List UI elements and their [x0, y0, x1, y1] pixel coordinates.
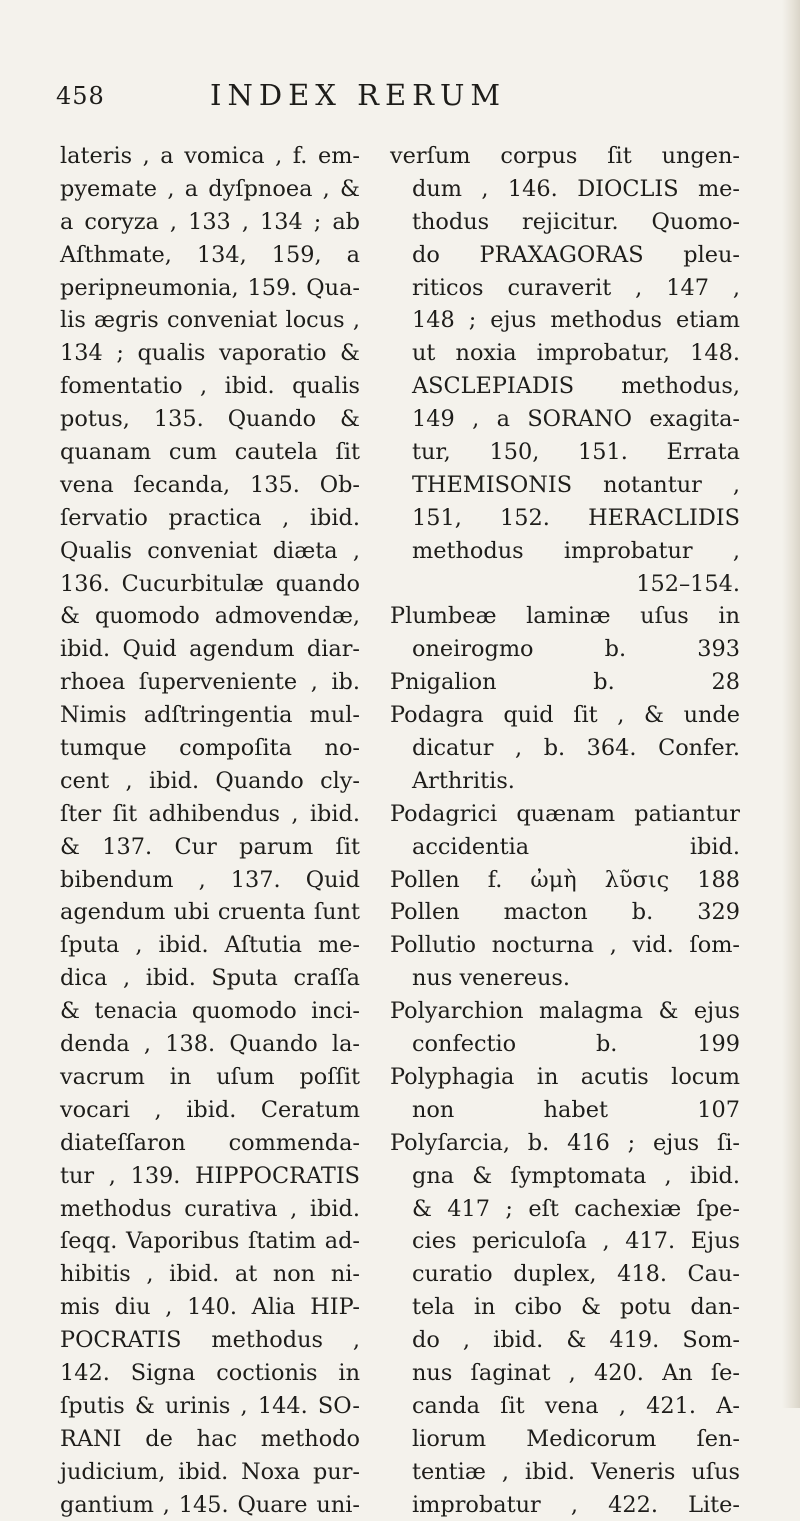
index-line: tentiæ , ibid. Veneris uſus — [412, 1458, 740, 1485]
index-line: tela in cibo & potu dan- — [412, 1294, 740, 1321]
index-line: lis ægris conveniat locus , — [60, 307, 360, 334]
index-line: 142. Signa coctionis in — [60, 1359, 360, 1386]
index-line: gna & ſymptomata , ibid. — [412, 1162, 740, 1189]
index-line: ASCLEPIADIS methodus, — [412, 373, 740, 400]
index-line: a coryza , 133 , 134 ; ab — [60, 208, 360, 235]
index-line: & 137. Cur parum ſit — [60, 833, 360, 860]
index-line: tumque compoſita no- — [60, 735, 360, 762]
index-line: riticos curaverit , 147 , — [412, 274, 740, 301]
running-header — [40, 80, 740, 120]
index-line: ſeqq. Vaporibus ſtatim ad- — [60, 1228, 360, 1255]
index-line: peripneumonia, 159. Qua- — [60, 274, 360, 301]
index-line: gantium , 145. Quare uni- — [60, 1491, 360, 1518]
index-line: THEMISONIS notantur , — [412, 471, 740, 498]
index-line: Nimis adſtringentia mul- — [60, 702, 360, 729]
index-line: 148 ; ejus methodus etiam — [412, 307, 740, 334]
index-line: Polyarchion malagma & ejus — [390, 998, 740, 1025]
index-line: vena ſecanda, 135. Ob- — [60, 471, 360, 498]
index-line: ſervatio practica , ibid. — [60, 504, 360, 531]
index-line: canda ſit vena , 421. A- — [412, 1392, 740, 1419]
index-line: Polyphagia in acutis locum — [390, 1063, 740, 1090]
index-line: & 417 ; eſt cachexiæ ſpe- — [412, 1195, 740, 1222]
left-column — [60, 140, 360, 1521]
index-line: ſter ſit adhibendus , ibid. — [60, 800, 360, 827]
index-line: Aſthmate, 134, 159, a — [60, 241, 360, 268]
index-line: & quomodo admovendæ, — [60, 603, 360, 630]
index-line: nus venereus. — [412, 965, 571, 992]
index-line: Pollutio nocturna , vid. ſom- — [390, 932, 740, 959]
index-line: RANI de hac methodo — [60, 1425, 360, 1452]
index-line: cies periculoſa , 417. Ejus — [412, 1228, 740, 1255]
index-line: ibid. Quid agendum diar- — [60, 636, 360, 663]
index-line: ut noxia improbatur, 148. — [412, 340, 740, 367]
page-edge — [782, 0, 800, 1408]
index-line: verſum corpus ſit ungen- — [390, 143, 740, 169]
index-line: confectio b. 199 — [412, 1031, 740, 1058]
index-line: vocari , ibid. Ceratum — [60, 1096, 360, 1123]
index-line: Pollen macton b. 329 — [390, 899, 740, 926]
index-line: tur, 150, 151. Errata — [412, 439, 740, 466]
index-line: vacrum in uſum poſſit — [60, 1063, 360, 1090]
index-line: Arthritis. — [412, 767, 515, 794]
index-line: dicatur , b. 364. Confer. — [412, 735, 740, 762]
index-line: 151, 152. HERACLIDIS — [412, 504, 740, 531]
index-line: Podagrici quænam patiantur — [390, 800, 740, 827]
index-line: curatio duplex, 418. Cau- — [412, 1261, 740, 1288]
index-line: oneirogmo b. 393 — [412, 636, 740, 663]
page-number: 458 — [56, 82, 105, 110]
index-line: fomentatio , ibid. qualis — [60, 373, 360, 400]
index-line: accidentia ibid. — [412, 833, 740, 860]
index-line: rhoea ſuperveniente , ib. — [60, 669, 360, 696]
index-line: methodus improbatur , — [412, 537, 740, 564]
running-title: INDEX RERUM — [210, 78, 507, 112]
index-line: denda , 138. Quando la- — [60, 1031, 360, 1058]
index-line: quanam cum cautela ſit — [60, 439, 360, 466]
index-line: 136. Cucurbitulæ quando — [60, 570, 360, 597]
index-line: do PRAXAGORAS pleu- — [412, 241, 740, 268]
index-line: improbatur , 422. Lite- — [412, 1491, 740, 1518]
right-column — [390, 140, 740, 1521]
index-line: nus ſaginat , 420. An ſe- — [412, 1359, 740, 1386]
index-line: 152–154. — [636, 570, 740, 597]
index-line: agendum ubi cruenta ſunt — [60, 899, 360, 926]
index-line: non habet 107 — [412, 1096, 740, 1123]
index-line: ſputis & urinis , 144. SO- — [60, 1392, 360, 1419]
index-line: POCRATIS methodus , — [60, 1327, 360, 1354]
index-line: mis diu , 140. Alia HIP- — [60, 1294, 360, 1321]
index-line: do , ibid. & 419. Som- — [412, 1327, 740, 1354]
index-line: pyemate , a dyſpnoea , & — [60, 175, 360, 202]
index-line: thodus rejicitur. Quomo- — [412, 208, 740, 235]
index-line: tur , 139. HIPPOCRATIS — [60, 1162, 360, 1189]
index-line: methodus curativa , ibid. — [60, 1195, 360, 1222]
index-line: liorum Medicorum ſen- — [412, 1425, 740, 1452]
index-line: Polyſarcia, b. 416 ; ejus ſi- — [390, 1129, 740, 1156]
index-line: & tenacia quomodo inci- — [60, 998, 360, 1025]
index-line: Plumbeæ laminæ uſus in — [390, 603, 740, 630]
index-line: 134 ; qualis vaporatio & — [60, 340, 360, 367]
index-line: Pollen f. ὠμὴ λῦσις 188 — [390, 866, 740, 893]
index-line: potus, 135. Quando & — [60, 406, 360, 433]
index-line: 149 , a SORANO exagita- — [412, 406, 740, 433]
index-line: diateſſaron commenda- — [60, 1129, 360, 1156]
index-line: cent , ibid. Quando cly- — [60, 767, 360, 794]
index-line: dum , 146. DIOCLIS me- — [412, 175, 740, 202]
index-line: hibitis , ibid. at non ni- — [60, 1261, 360, 1288]
index-line: Podagra quid ſit , & unde — [390, 702, 740, 729]
index-line: Qualis conveniat diæta , — [60, 537, 360, 564]
index-line: bibendum , 137. Quid — [60, 866, 360, 893]
index-line: lateris , a vomica , f. em- — [60, 143, 360, 169]
index-line: dica , ibid. Sputa craſſa — [60, 965, 360, 992]
index-line: Pnigalion b. 28 — [390, 669, 740, 696]
index-line: judicium, ibid. Noxa pur- — [60, 1458, 360, 1485]
index-line: ſputa , ibid. Aſtutia me- — [60, 932, 360, 959]
